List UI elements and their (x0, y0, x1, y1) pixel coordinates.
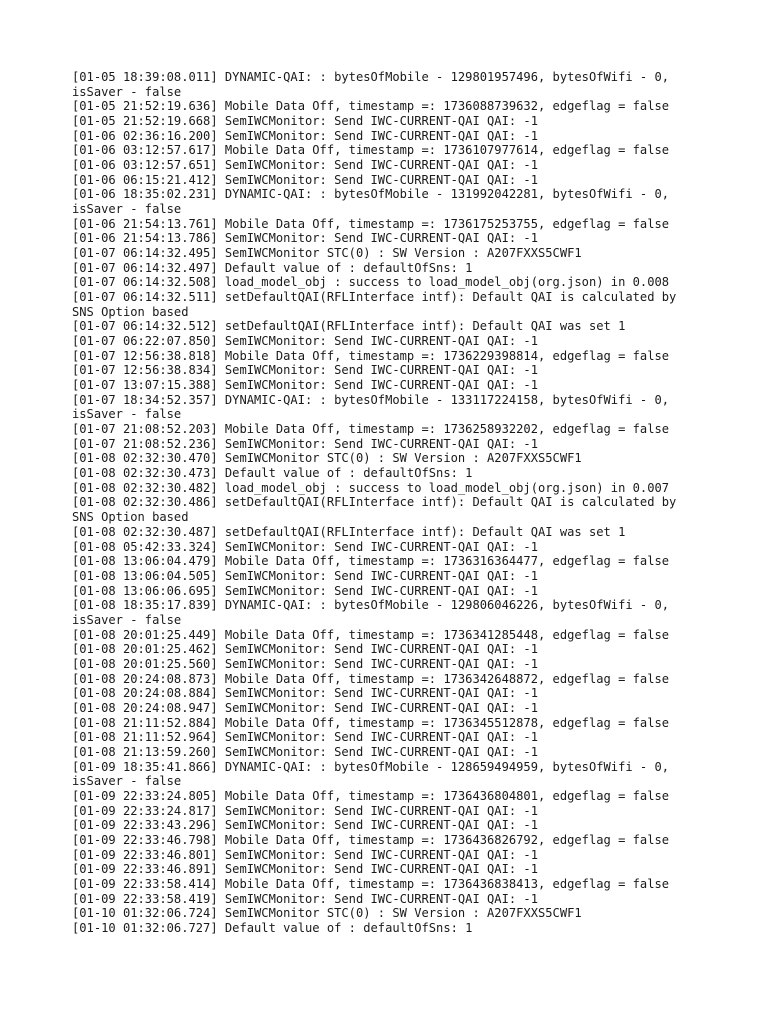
log-line: [01-08 02:32:30.487] setDefaultQAI(RFLInterface intf): Default QAI was set 1 (72, 524, 626, 539)
log-line: [01-08 21:13:59.260] SemIWCMonitor: Send IWC-CURRENT-QAI QAI: -1 (72, 744, 538, 759)
log-line: [01-08 20:01:25.560] SemIWCMonitor: Send IWC-CURRENT-QAI QAI: -1 (72, 656, 538, 671)
log-line: [01-07 06:22:07.850] SemIWCMonitor: Send IWC-CURRENT-QAI QAI: -1 (72, 334, 538, 349)
log-line: [01-07 06:14:32.512] setDefaultQAI(RFLInterface intf): Default QAI was set 1 (72, 319, 626, 334)
log-line: [01-08 18:35:17.839] DYNAMIC-QAI: : bytesOfMobile - 129806046226, bytesOfWifi - 0, (72, 598, 670, 613)
log-line: [01-09 22:33:58.414] Mobile Data Off, timestamp =: 1736436838413, edgeflag = false (72, 876, 670, 891)
log-line: [01-08 13:06:06.695] SemIWCMonitor: Send IWC-CURRENT-QAI QAI: -1 (72, 583, 538, 598)
log-line: [01-06 18:35:02.231] DYNAMIC-QAI: : bytesOfMobile - 131992042281, bytesOfWifi - 0, (72, 187, 670, 202)
log-line: isSaver - false (72, 202, 182, 217)
log-line: [01-06 02:36:16.200] SemIWCMonitor: Send IWC-CURRENT-QAI QAI: -1 (72, 128, 538, 143)
log-line: [01-08 02:32:30.482] load_model_obj : success to load_model_obj(org.json) in 0.007 (72, 480, 670, 495)
log-line: [01-07 13:07:15.388] SemIWCMonitor: Send IWC-CURRENT-QAI QAI: -1 (72, 378, 538, 393)
log-line: [01-08 02:32:30.486] setDefaultQAI(RFLInterface intf): Default QAI is calculated by (72, 495, 677, 510)
log-line: [01-08 05:42:33.324] SemIWCMonitor: Send IWC-CURRENT-QAI QAI: -1 (72, 539, 538, 554)
log-line: [01-10 01:32:06.727] Default value of : defaultOfSns: 1 (72, 920, 473, 935)
log-line: [01-08 20:24:08.947] SemIWCMonitor: Send IWC-CURRENT-QAI QAI: -1 (72, 700, 538, 715)
log-line: [01-09 18:35:41.866] DYNAMIC-QAI: : bytesOfMobile - 128659494959, bytesOfWifi - 0, (72, 759, 670, 774)
log-line: [01-09 22:33:43.296] SemIWCMonitor: Send IWC-CURRENT-QAI QAI: -1 (72, 818, 538, 833)
log-line: [01-06 21:54:13.786] SemIWCMonitor: Send IWC-CURRENT-QAI QAI: -1 (72, 231, 538, 246)
log-line: isSaver - false (72, 84, 182, 99)
log-line: [01-08 20:24:08.873] Mobile Data Off, timestamp =: 1736342648872, edgeflag = false (72, 671, 670, 686)
log-line: [01-08 21:11:52.964] SemIWCMonitor: Send IWC-CURRENT-QAI QAI: -1 (72, 730, 538, 745)
log-line: [01-07 06:14:32.495] SemIWCMonitor STC(0) : SW Version : A207FXXS5CWF1 (72, 246, 582, 261)
log-line: [01-07 12:56:38.818] Mobile Data Off, timestamp =: 1736229398814, edgeflag = false (72, 348, 670, 363)
log-line: [01-07 06:14:32.497] Default value of : defaultOfSns: 1 (72, 260, 473, 275)
log-line: [01-05 18:39:08.011] DYNAMIC-QAI: : bytesOfMobile - 129801957496, bytesOfWifi - 0, (72, 70, 670, 84)
log-line: [01-07 21:08:52.236] SemIWCMonitor: Send IWC-CURRENT-QAI QAI: -1 (72, 436, 538, 451)
log-text-block (72, 70, 712, 936)
log-line: isSaver - false (72, 407, 182, 422)
log-line: [01-09 22:33:46.798] Mobile Data Off, timestamp =: 1736436826792, edgeflag = false (72, 832, 670, 847)
log-line: [01-07 18:34:52.357] DYNAMIC-QAI: : bytesOfMobile - 133117224158, bytesOfWifi - 0, (72, 392, 670, 407)
log-line: [01-07 06:14:32.508] load_model_obj : success to load_model_obj(org.json) in 0.008 (72, 275, 670, 290)
log-line: [01-08 21:11:52.884] Mobile Data Off, timestamp =: 1736345512878, edgeflag = false (72, 715, 670, 730)
log-line: [01-08 02:32:30.470] SemIWCMonitor STC(0) : SW Version : A207FXXS5CWF1 (72, 451, 582, 466)
log-line: [01-05 21:52:19.636] Mobile Data Off, timestamp =: 1736088739632, edgeflag = false (72, 99, 670, 114)
log-line: [01-09 22:33:46.891] SemIWCMonitor: Send IWC-CURRENT-QAI QAI: -1 (72, 862, 538, 877)
log-line: [01-09 22:33:58.419] SemIWCMonitor: Send IWC-CURRENT-QAI QAI: -1 (72, 891, 538, 906)
log-line: [01-08 20:01:25.449] Mobile Data Off, timestamp =: 1736341285448, edgeflag = false (72, 627, 670, 642)
log-line: SNS Option based (72, 304, 189, 319)
log-line: [01-08 13:06:04.505] SemIWCMonitor: Send IWC-CURRENT-QAI QAI: -1 (72, 568, 538, 583)
log-line: [01-07 06:14:32.511] setDefaultQAI(RFLInterface intf): Default QAI is calculated by (72, 290, 677, 305)
log-line: [01-06 06:15:21.412] SemIWCMonitor: Send IWC-CURRENT-QAI QAI: -1 (72, 172, 538, 187)
log-line: [01-10 01:32:06.724] SemIWCMonitor STC(0) : SW Version : A207FXXS5CWF1 (72, 906, 582, 921)
log-line: [01-06 03:12:57.651] SemIWCMonitor: Send IWC-CURRENT-QAI QAI: -1 (72, 158, 538, 173)
log-line: [01-09 22:33:24.805] Mobile Data Off, timestamp =: 1736436804801, edgeflag = false (72, 788, 670, 803)
log-line: [01-06 03:12:57.617] Mobile Data Off, timestamp =: 1736107977614, edgeflag = false (72, 143, 670, 158)
log-line: [01-08 20:01:25.462] SemIWCMonitor: Send IWC-CURRENT-QAI QAI: -1 (72, 642, 538, 657)
log-line: [01-07 12:56:38.834] SemIWCMonitor: Send IWC-CURRENT-QAI QAI: -1 (72, 363, 538, 378)
log-line: [01-09 22:33:24.817] SemIWCMonitor: Send IWC-CURRENT-QAI QAI: -1 (72, 803, 538, 818)
log-line: [01-06 21:54:13.761] Mobile Data Off, timestamp =: 1736175253755, edgeflag = false (72, 216, 670, 231)
log-line: [01-05 21:52:19.668] SemIWCMonitor: Send IWC-CURRENT-QAI QAI: -1 (72, 114, 538, 129)
log-line: isSaver - false (72, 774, 182, 789)
log-line: [01-08 20:24:08.884] SemIWCMonitor: Send IWC-CURRENT-QAI QAI: -1 (72, 686, 538, 701)
log-line: [01-09 22:33:46.801] SemIWCMonitor: Send IWC-CURRENT-QAI QAI: -1 (72, 847, 538, 862)
log-line: [01-08 13:06:04.479] Mobile Data Off, timestamp =: 1736316364477, edgeflag = false (72, 554, 670, 569)
log-line: [01-07 21:08:52.203] Mobile Data Off, timestamp =: 1736258932202, edgeflag = false (72, 422, 670, 437)
log-line: [01-08 02:32:30.473] Default value of : defaultOfSns: 1 (72, 466, 473, 481)
log-line: SNS Option based (72, 510, 189, 525)
log-line: isSaver - false (72, 612, 182, 627)
